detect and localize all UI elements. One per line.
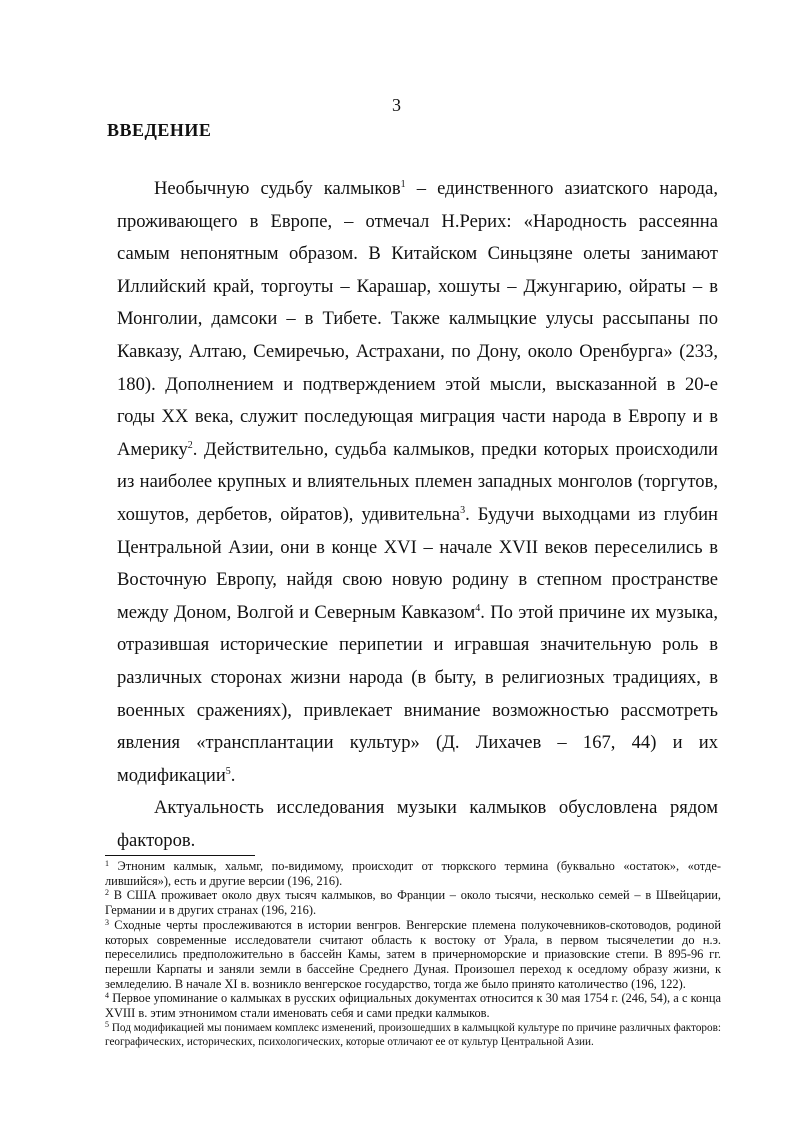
page-number: 3 <box>392 95 401 115</box>
note-ref-5: 5 <box>225 765 231 777</box>
p1-text-1: Необычную судьбу калмыков <box>154 178 401 199</box>
footnote-text: Сходные черты прослеживаются в истории венгров. Венгерские племена полукочевников-скотоводов, родиной которых современные исследователи считают область к востоку от Урала, в первом тысячелетии до н.э. переселились предположительно в бассейн Камы, затем в причерноморские и приазовские степи. В 895-96 гг. перешли Карпаты и заняли земли в бассейне Среднего Дуная. Произошел переход к оседлому образу жизни, к земледелию. В начале XI в. возникло венгерское государство, тогда же было принято католичество (196, 122). <box>105 917 721 991</box>
footnote-marker: 4 <box>105 991 109 1001</box>
footnote-text: Этноним калмык, хальмг, по-видимому, происходит от тюркского термина (буквально «остаток», «отделившийся»), есть и другие версии (196, 216). <box>105 859 721 888</box>
p1-text-6: . <box>230 764 236 786</box>
footnote-text: Первое упоминание о калмыках в русских официальных документах относится к 30 мая 1754 г. (246, 54), а с конца XVIII в. этим этнонимом стали именовать себя и сами предки калмыков. <box>105 991 721 1021</box>
footnote-marker: 3 <box>105 917 109 927</box>
note-ref-1: 1 <box>400 179 406 190</box>
note-ref-3: 3 <box>460 504 466 516</box>
footnote-text: В США проживает около двух тысяч калмыков, во Франции – около тысячи, несколько семей – в Швейцарии, Германии и в других странах (196, 216). <box>105 888 721 918</box>
p1-text-4: . Будучи выходцами из глубин Центральной Азии, они в конце XVI – начале XVII веков переселились в Восточную Европу, найдя свою новую родину в степном пространстве между Доном, Волгой и Северным Кавказом <box>117 503 719 623</box>
footnotes <box>105 859 721 1050</box>
body-text <box>117 173 718 857</box>
p1-text-3: . Действительно, судьба калмыков, предки которых происходили из наиболее крупных и влиятельных племен западных монголов (торгутов, хошутов, дербетов, ойратов), удивительна <box>117 438 718 525</box>
section-heading: ВВЕДЕНИЕ <box>107 120 212 140</box>
footnote-marker: 1 <box>105 859 109 868</box>
footnote-marker: 2 <box>105 888 109 898</box>
footnote-separator <box>105 855 255 856</box>
note-ref-4: 4 <box>475 602 481 614</box>
footnote-4 <box>105 991 721 1020</box>
footnote-2 <box>105 888 721 917</box>
footnote-1 <box>105 859 721 888</box>
footnote-text: Под модификацией мы понимаем комплекс изменений, произошедших в калмыцкой культуре по причине различных факторов: географических, исторических, психологических, которые отличают ее от культур Центральной Азии. <box>105 1021 721 1049</box>
p1-text-5: . По этой причине их музыка, отразившая исторические перипетии и игравшая значительную роль в различных сторонах жизни народа (в быту, в религиозных традициях, в военных сражениях), привлекает внимание возможностью рассмотреть явления «трансплантации культур» (Д. Лихачев – 167, 44) и их модификации <box>117 601 718 786</box>
footnote-5 <box>105 1021 721 1050</box>
paragraph-2: Актуальность исследования музыки калмыков обусловлена рядом факторов. <box>117 797 718 851</box>
footnote-marker: 5 <box>105 1019 109 1029</box>
note-ref-2: 2 <box>187 439 193 451</box>
footnote-3 <box>105 918 721 992</box>
paragraph-1 <box>117 173 718 792</box>
p1-text-2: – единственного азиатского народа, проживающего в Европе, – отмечал Н.Рерих: «Народность рассеянна самым непонятным образом. В Китайском Синьцзяне олеты занимают Иллийский край, торгоуты – Карашар, хошуты – Джунгарию, ойраты – в Монголии, дамсоки – в Тибете. Также калмыцкие улусы рассыпаны по Кавказу, Алтаю, Семиречью, Астрахани, по Дону, около Оренбурга» (233, 180). Дополнением и подтверждением этой мысли, высказанной в 20-е годы ХХ века, служит последующая миграция части народа в Европу и в Америку <box>117 178 718 460</box>
